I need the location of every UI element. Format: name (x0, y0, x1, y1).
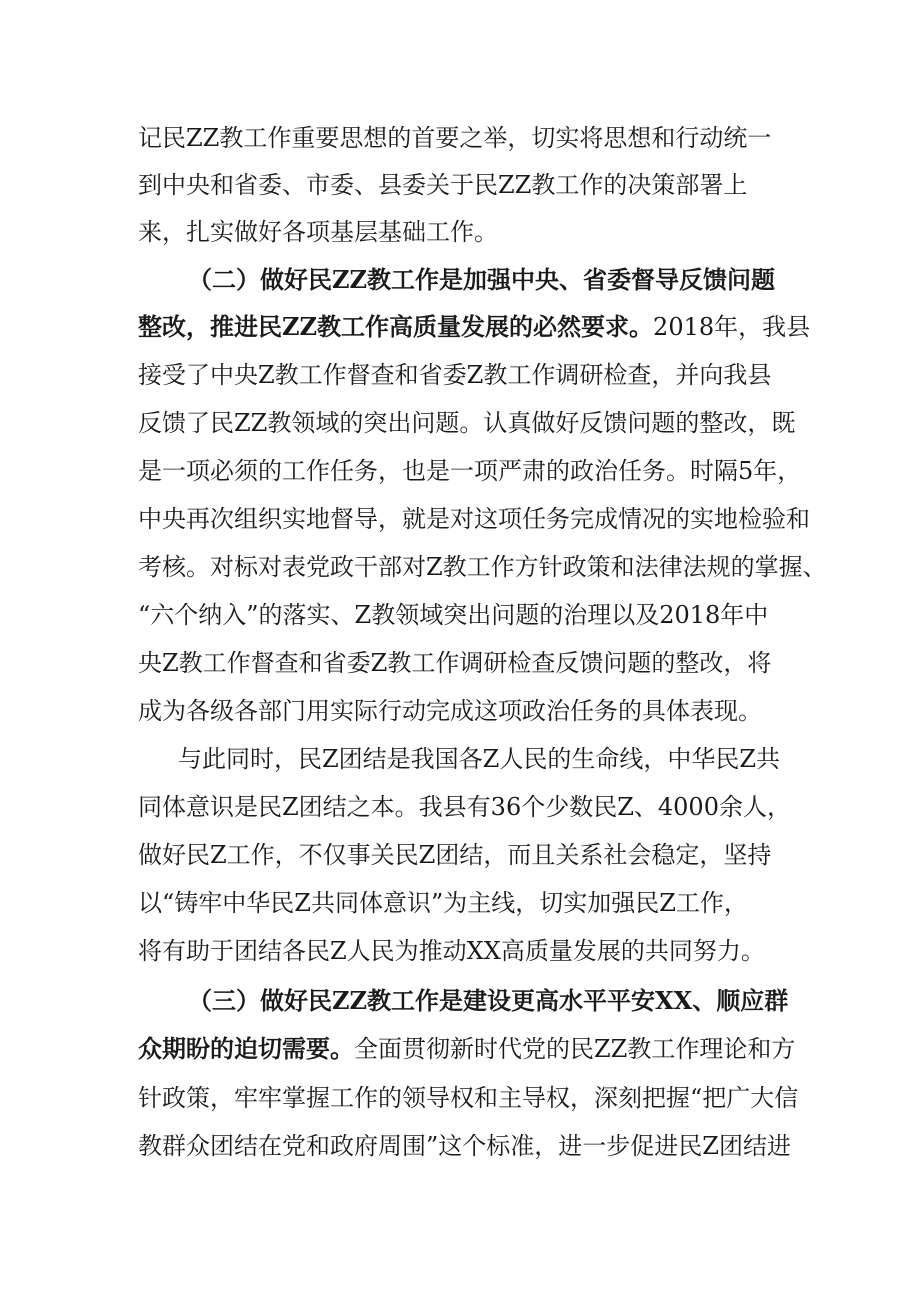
paragraph-1-line-1: 记民ZZ教工作重要思想的首要之举，切实将思想和行动统一 (138, 124, 772, 152)
paragraph-3-line-5: 将有助于团结各民Z人民为推动XX高质量发展的共同努力。 (138, 937, 765, 965)
paragraph-2-line-9: 央Z教工作督查和省委Z教工作调研检查反馈问题的整改，将 (138, 649, 772, 677)
paragraph-1-line-2: 到中央和省委、市委、县委关于民ZZ教工作的决策部署上 (138, 171, 748, 199)
paragraph-2-line-2-text: 2018年，我县 (653, 313, 811, 341)
paragraph-2-line-5: 是一项必须的工作任务，也是一项严肃的政治任务。时隔5年， (138, 457, 802, 485)
paragraph-2-line-10: 成为各级各部门用实际行动完成这项政治任务的具体表现。 (138, 697, 762, 725)
paragraph-4-line-2 (138, 1034, 795, 1064)
paragraph-2-line-7: 考核。对标对表党政干部对Z教工作方针政策和法律法规的掌握、 (138, 553, 827, 581)
paragraph-4-heading-line-2: 众期盼的迫切需要。 (138, 1034, 354, 1063)
paragraph-3-line-2: 同体意识是民Z团结之本。我县有36个少数民Z、4000余人， (138, 793, 791, 821)
paragraph-2-line-2 (138, 312, 810, 342)
paragraph-4-line-3: 针政策，牢牢掌握工作的领导权和主导权，深刻把握“把广大信 (138, 1084, 799, 1112)
paragraph-3-line-1: 与此同时，民Z团结是我国各Z人民的生命线，中华民Z共 (178, 745, 781, 773)
paragraph-1-line-3: 来，扎实做好各项基层基础工作。 (138, 218, 498, 246)
paragraph-3-line-4: 以“铸牢中华民Z共同体意识”为主线，切实加强民Z工作， (138, 889, 748, 917)
paragraph-4-heading-line-1: （三）做好民ZZ教工作是建设更高水平平安XX、顺应群 (188, 986, 789, 1015)
paragraph-3-line-3: 做好民Z工作，不仅事关民Z团结，而且关系社会稳定，坚持 (138, 841, 772, 869)
paragraph-2-line-6: 中央再次组织实地督导，就是对这项任务完成情况的实地检验和 (138, 505, 810, 533)
paragraph-2-line-4: 反馈了民ZZ教领域的突出问题。认真做好反馈问题的整改，既 (138, 409, 796, 437)
paragraph-2-heading-line-2: 整改，推进民ZZ教工作高质量发展的必然要求。 (138, 312, 654, 341)
paragraph-4-line-2-text: 全面贯彻新时代党的民ZZ教工作理论和方 (354, 1035, 796, 1063)
paragraph-2-line-8: “六个纳入”的落实、Z教领域突出问题的治理以及2018年中 (138, 601, 769, 629)
paragraph-2-heading-line-1: （二）做好民ZZ教工作是加强中央、省委督导反馈问题 (188, 265, 776, 294)
paragraph-2-line-3: 接受了中央Z教工作督查和省委Z教工作调研检查，并向我县 (138, 361, 772, 389)
paragraph-4-line-4: 教群众团结在党和政府周围”这个标准，进一步促进民Z团结进 (138, 1132, 791, 1160)
